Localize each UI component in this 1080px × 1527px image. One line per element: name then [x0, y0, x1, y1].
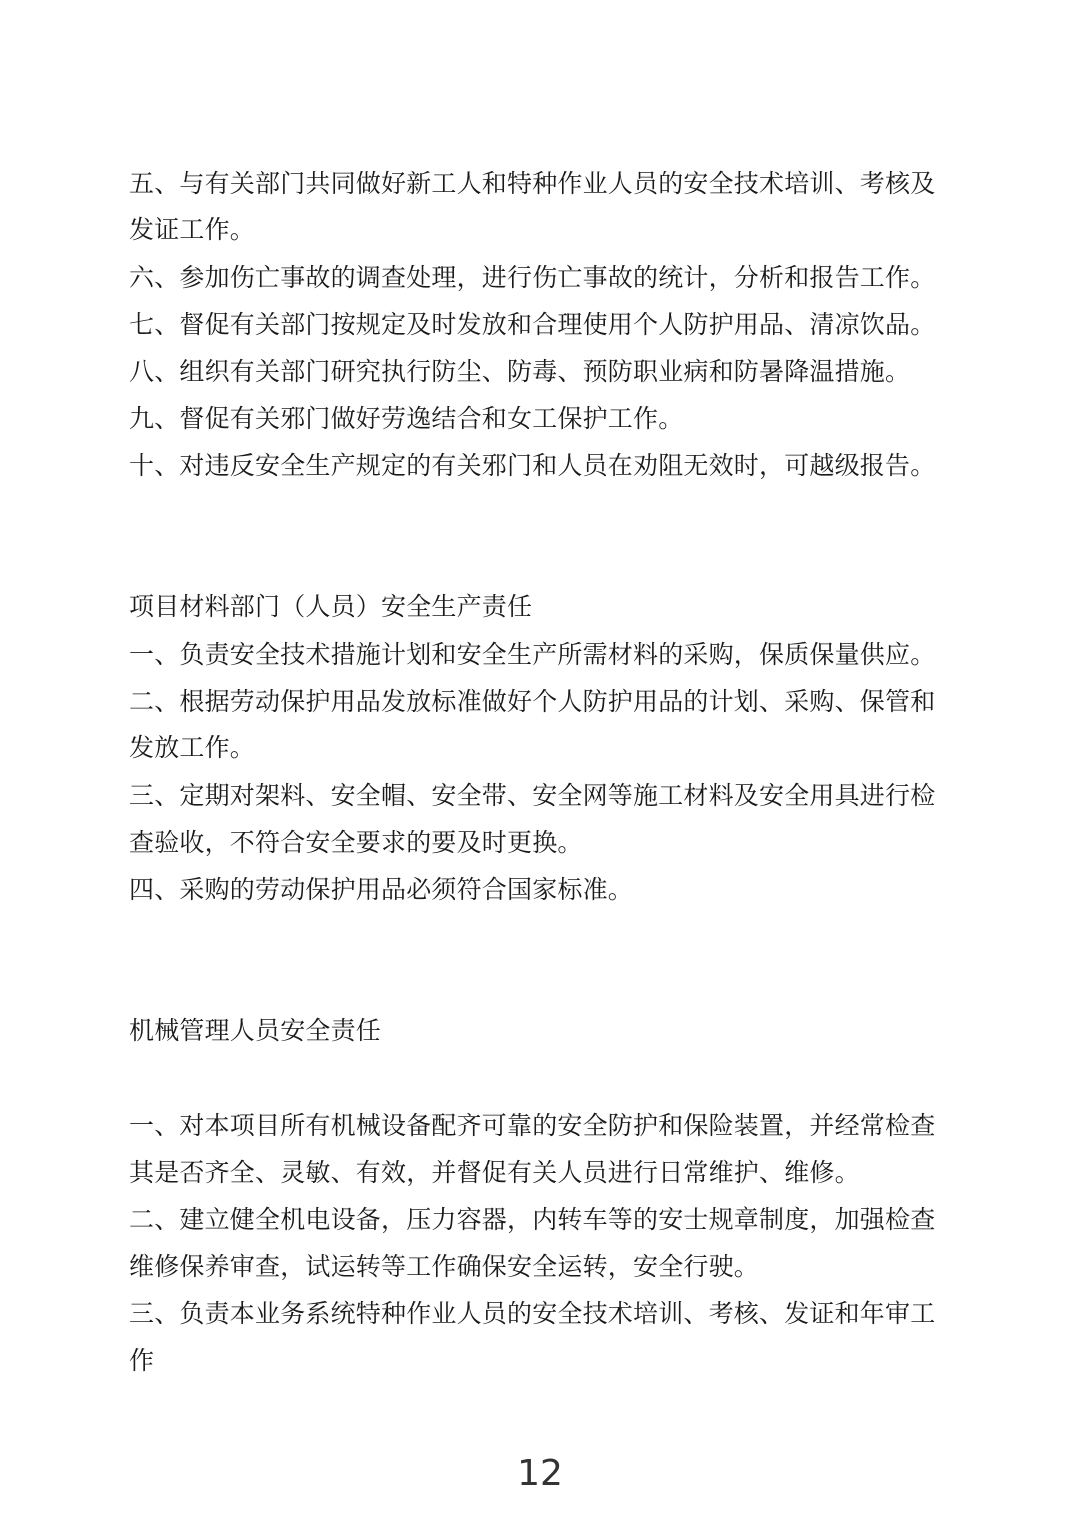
- paragraph-line: 二、建立健全机电设备，压力容器，内转车等的安士规章制度，加强检查: [129, 1205, 936, 1234]
- section-heading: 项目材料部门（人员）安全生产责任: [129, 592, 533, 621]
- page-number: 12: [517, 1453, 563, 1494]
- paragraph-line: 作: [129, 1346, 155, 1375]
- section-heading: 机械管理人员安全责任: [129, 1016, 382, 1045]
- paragraph-line: 十、对违反安全生产规定的有关邪门和人员在劝阻无效时，可越级报告。: [129, 451, 936, 480]
- paragraph-line: 四、采购的劳动保护用品必须符合国家标准。: [129, 875, 634, 904]
- paragraph-line: 维修保养审查，试运转等工作确保安全运转，安全行驶。: [129, 1252, 760, 1281]
- paragraph-line: 一、对本项目所有机械设备配齐可靠的安全防护和保险装置，并经常检查: [129, 1111, 936, 1140]
- paragraph-line: 三、定期对架料、安全帽、安全带、安全网等施工材料及安全用具进行检: [129, 781, 936, 810]
- paragraph-line: 八、组织有关部门研究执行防尘、防毒、预防职业病和防暑降温措施。: [129, 357, 911, 386]
- paragraph-line: 三、负责本业务系统特种作业人员的安全技术培训、考核、发证和年审工: [129, 1299, 936, 1328]
- paragraph-line: 其是否齐全、灵敏、有效，并督促有关人员进行日常维护、维修。: [129, 1158, 860, 1187]
- paragraph-line: 查验收，不符合安全要求的要及时更换。: [129, 828, 583, 857]
- paragraph-line: 五、与有关部门共同做好新工人和特种作业人员的安全技术培训、考核及: [129, 169, 936, 198]
- paragraph-line: 九、督促有关邪门做好劳逸结合和女工保护工作。: [129, 404, 684, 433]
- paragraph-line: 二、根据劳动保护用品发放标准做好个人防护用品的计划、采购、保管和: [129, 687, 936, 716]
- paragraph-line: 一、负责安全技术措施计划和安全生产所需材料的采购，保质保量供应。: [129, 640, 936, 669]
- paragraph-line: 六、参加伤亡事故的调查处理，进行伤亡事故的统计，分析和报告工作。: [129, 263, 936, 292]
- paragraph-line: 发证工作。: [129, 215, 256, 244]
- paragraph-line: 发放工作。: [129, 733, 256, 762]
- paragraph-line: 七、督促有关部门按规定及时发放和合理使用个人防护用品、清凉饮品。: [129, 310, 936, 339]
